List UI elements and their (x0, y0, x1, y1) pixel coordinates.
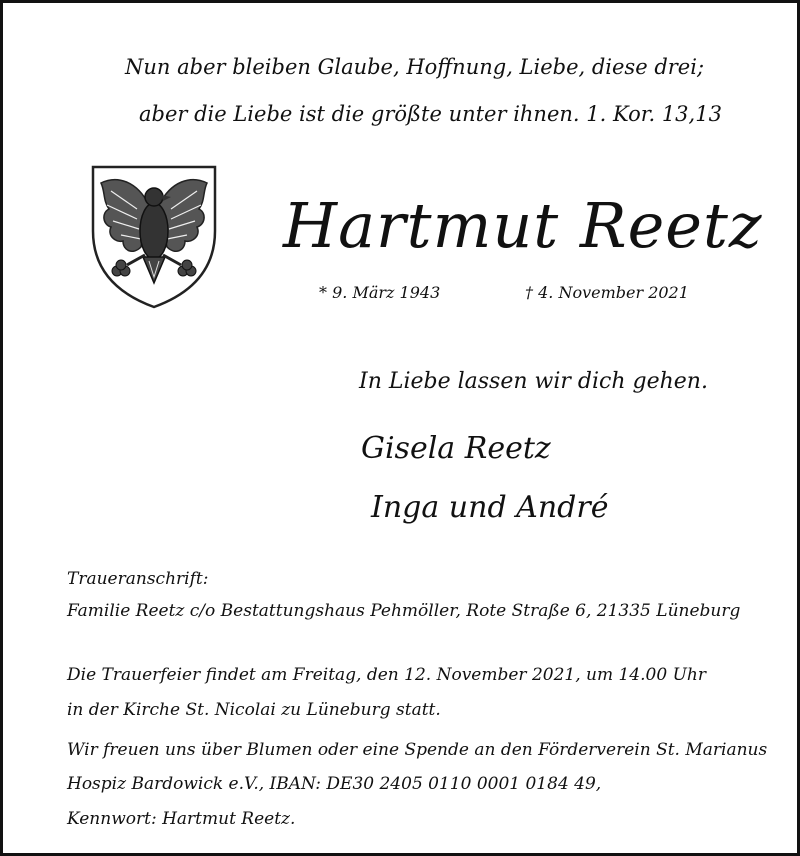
bible-verse-line-2: aber die Liebe ist die größte unter ihnen. 1. Kor. 13,13 (139, 102, 722, 126)
death-date: † 4. November 2021 (525, 283, 689, 302)
bible-verse-line-1: Nun aber bleiben Glaube, Hoffnung, Liebe, diese drei; (125, 55, 705, 79)
donation-line-1: Wir freuen uns über Blumen oder eine Spende an den Förderverein St. Marianus (67, 740, 768, 760)
donation-line-2: Hospiz Bardowick e.V., IBAN: DE30 2405 0110 0001 0184 49, (67, 774, 602, 794)
address-line: Familie Reetz c/o Bestattungshaus Pehmöller, Rote Straße 6, 21335 Lüneburg (67, 601, 741, 621)
farewell-line: In Liebe lassen wir dich gehen. (359, 369, 708, 394)
deceased-name: Hartmut Reetz (283, 189, 763, 262)
birth-date: * 9. März 1943 (319, 283, 441, 302)
donation-line-3: Kennwort: Hartmut Reetz. (67, 809, 296, 829)
mourner-name: Inga und André (371, 490, 609, 525)
eagle-coat-of-arms-icon (87, 161, 221, 311)
service-line-2: in der Kirche St. Nicolai zu Lüneburg statt. (67, 700, 441, 720)
mourner-name: Gisela Reetz (361, 431, 551, 466)
address-label: Traueranschrift: (67, 569, 209, 589)
service-line-1: Die Trauerfeier findet am Freitag, den 12. November 2021, um 14.00 Uhr (67, 665, 706, 685)
